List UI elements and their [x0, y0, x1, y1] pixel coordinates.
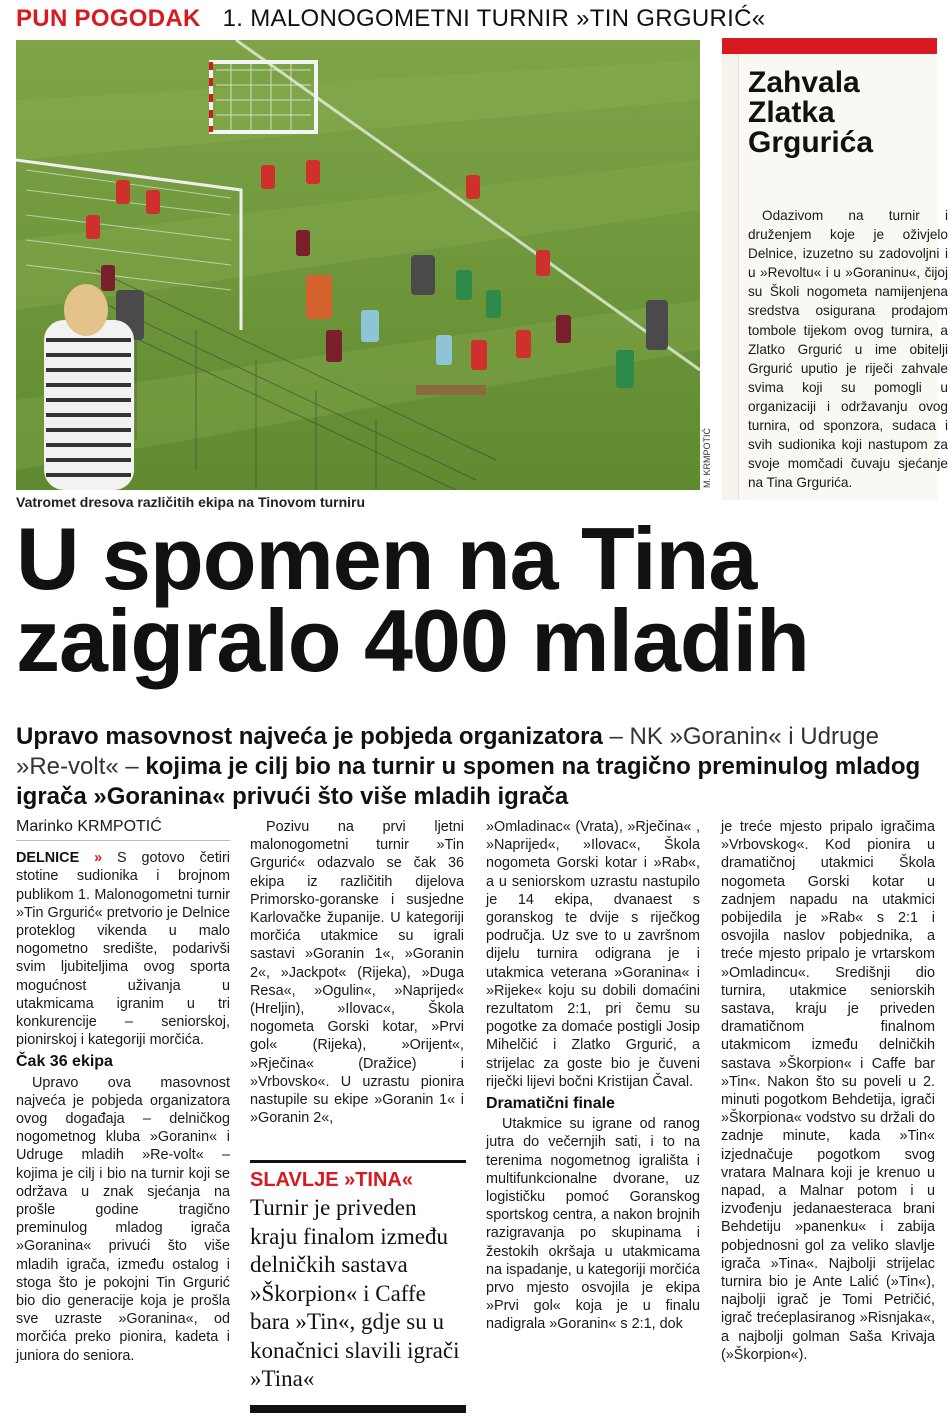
- football-pitch-image: [16, 40, 700, 490]
- headline-line-1: U spomen na Tina: [16, 509, 757, 608]
- article-paragraph: Utakmice su igrane od ranog jutra do večernjih sati, i to na terenima nogometnog igrališta i multifunkcionalne dvorane, uz logističku pomoć Goranskog sportskog centra, a nakon brojnih razigravanja po skupinama i žestokih okršaja u utakmicama na ispadanje, u kategoriji morčića prvo mjesto osvojila je ekipa »Prvi gol« koja je u finalu nadigrala »Goranin« s 2:1, dok: [486, 1116, 700, 1333]
- event-title: 1. MALONOGOMETNI TURNIR »TIN GRGURIĆ«: [222, 5, 766, 32]
- headline: [16, 509, 936, 690]
- article-photo: [16, 40, 700, 490]
- article-paragraph: DELNICE » S gotovo četiri stotine sudionika i brojnom publikom 1. Malonogometni turnir »Tin Grgurić« pretvorio je Delnice proteklog vikenda u malo nogometno središte, podarivši svim ljubiteljima ovog sporta mogućnost uživanja u utakmicama igranim u tri konkurencije – seniorskoj, pionirskoj i kategoriji morčića.: [16, 850, 230, 1049]
- article-column-1: [16, 818, 230, 1365]
- standfirst: [16, 722, 932, 812]
- sidebar-title: Zahvala Zlatka Grgurića: [748, 66, 874, 159]
- article-column-2: [250, 818, 464, 1127]
- section-header: [16, 4, 766, 34]
- article-column-3: [486, 818, 700, 1334]
- author-byline: Marinko KRMPOTIĆ: [16, 818, 230, 841]
- dateline-arrow-icon: »: [94, 850, 103, 867]
- article-paragraph: je treće mjesto pripalo igračima »Vrbovskog«. Kod pionira u dramatičnoj utakmici Škola nogometa Gorski kotar u zadnjem napadu na utakmici pobijedila je »Rab« s 2:1 i osvojila naslov pobjednika, a treće mjesto pripalo je vrtarskom »Omladincu«. Središnji dio turnira, utakmice seniorskih sastava, kraju je priveden dramatičnom finalnom utakmicom između delničkih sastava »Škorpion« i Caffe bar »Tin«. Nakon što su poveli u 2. minuti pogotkom Behdetija, igrači »Škorpiona« vodstvo su držali do zadnje minute, kada »Tin« izjednačuje pogotkom svog vratara Malnara koji je krenuo u napad, a Malnar potom i u izvođenju jedanaesteraca brani Behdetiju »panenku« i zabija pobjednosni gol za veliko slavlje igrača »Tina«. Najbolji strijelac turnira bio je Ante Lalić (»Tin«), najbolji igrač je Tomi Petričić, igrač trećeplasiranog »Risnjaka«, a najbolji golman Saša Krivaja (»Škorpion«).: [721, 819, 935, 1363]
- sidebar-text: Odazivom na turnir i druženjem koje je oživjelo Delnice, izuzetno su zadovoljni i u »Revoltu« i u »Goraninu«, čijoj su Školi nogometa namijenjena sredstva osigurana prodajom tombole tijekom ovog turnira, a Zlatko Grgurić u ime obitelji Grgurić uputio je riječi zahvale svima koji su pomogli u organizaciji i održavanju ovog turnira, od sponzora, sudaca i svih sudionika koji nastupom za svoje momčadi čuvaju sjećanje na Tina Grgurića.: [748, 208, 948, 491]
- pull-quote-box: [250, 1160, 466, 1413]
- standfirst-organizers: – NK »Goranin« i Udruge »Re-volt« –: [16, 723, 879, 780]
- pull-quote-label: SLAVLJE »TINA«: [250, 1169, 413, 1191]
- standfirst-lead: Upravo masovnost najveća je pobjeda organizatora: [16, 723, 603, 750]
- article-paragraph: Pozivu na prvi ljetni malonogometni turnir »Tin Grgurić« odazvalo se čak 36 ekipa iz različitih dijelova Primorsko-goranske i susjedne Karlovačke županije. U kategoriji morčića utakmice su igrali sastavi »Goranin 1«, »Goranin 2«, »Jackpot« (Rijeka), »Duga Resa«, »Ogulin«, »Naprijed« (Hreljin), »Ilovac«, Škola nogometa Gorski kotar, »Prvi gol« (Rijeka), »Orijent«, »Rječina« (Dražice) i »Vrbovsko«. U uzrastu pionira nastupile su ekipe »Goranin 1« i »Goranin 2«,: [250, 819, 464, 1127]
- subheading: Dramatični finale: [486, 1095, 615, 1113]
- article-paragraph: Upravo ova masovnost najveća je pobjeda organizatora ovog događaja – delničkog nogometnog kluba »Goranin« i Udruge mladih »Re-volt« – kojima je cilj i bio na turnir koji se održava u znak sjećanja na prošle godine tragično preminulog mladog igrača »Goranina« privući što više mladih igrača, između ostalog i stoga što je pokojni Tin Grgurić bio dio generacije koja je prošla sve uzraste »Goranina«, od morčića preko pionira, kadeta i juniora do seniora.: [16, 1074, 230, 1364]
- sidebar-accent-bar: [722, 38, 937, 54]
- pull-quote-bottom-bar: [250, 1405, 466, 1413]
- article-paragraph: »Omladinac« (Vrata), »Rječina« , »Naprijed«, »Ilovac«, Škola nogometa Gorski kotar i »Rab«, a u seniorskom uzrastu nastupilo je 14 ekipa, dvanaest s goranskog te dvije s riječkog područja. Uz sve to u završnom dijelu turnira odigrana je i utakmica veterana »Goranina« i »Rijeke« koju su dobili domaćini rezultatom 2:1, pri čemu su pogotke za domaće postigli Josip Mihelčić i Zlatko Grgurić, a strijelac za goste bio je čuveni riječki lijevi bočni Kristijan Čaval.: [486, 819, 700, 1090]
- photo-credit: M. KRMPOTIĆ: [702, 428, 712, 488]
- section-label: PUN POGODAK: [16, 5, 201, 32]
- headline-line-2: zaigralo 400 mladih: [16, 591, 809, 690]
- photo-caption: Vatromet dresova različitih ekipa na Tinovom turniru: [16, 494, 366, 510]
- subheading: Čak 36 ekipa: [16, 1053, 113, 1071]
- dateline: DELNICE: [16, 850, 80, 867]
- standfirst-tail: kojima je cilj bio na turnir u spomen na tragično preminulog mladog igrača »Goranina« privući što više mladih igrača: [16, 753, 921, 810]
- sidebar-box: [722, 38, 948, 500]
- pull-quote-text: Turnir je priveden kraju finalom između delničkih sastava »Škorpion« i Caffe bara »Tin«, gdje su u konačnici slavili igrači »Tina«: [250, 1195, 460, 1391]
- article-column-4: [721, 818, 935, 1364]
